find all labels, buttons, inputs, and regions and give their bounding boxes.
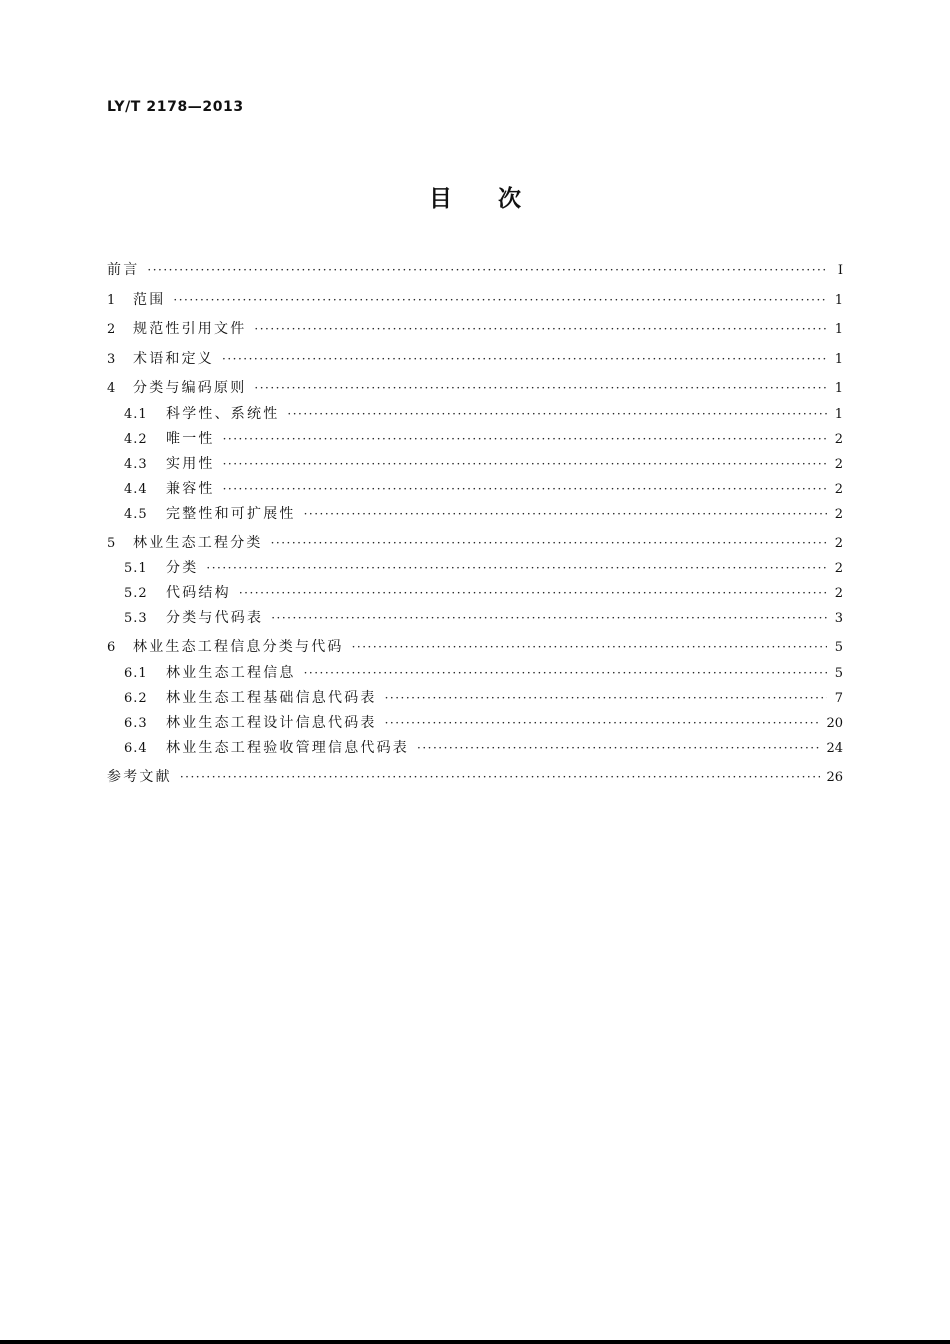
dot-leader (180, 768, 821, 786)
toc-entry-5-1[interactable] (107, 559, 843, 584)
toc-entry-number: 6.4 (124, 740, 148, 756)
toc-entry-number: 4.5 (124, 506, 148, 522)
toc-entry-2[interactable] (107, 316, 843, 346)
toc-entry-page: 1 (834, 381, 843, 396)
page-title: 目次 (429, 186, 567, 212)
toc-entry-label: 参考文献 (107, 768, 172, 785)
dot-leader (417, 739, 820, 757)
dot-leader (352, 638, 827, 656)
toc-entry-5[interactable] (107, 530, 843, 560)
toc-entry-bibliography[interactable] (107, 764, 843, 794)
toc-entry-4-5[interactable] (107, 505, 843, 530)
dot-leader (223, 430, 827, 448)
dot-leader (271, 609, 827, 627)
toc-entry-number: 3 (107, 351, 117, 367)
toc-entry-number: 4 (107, 381, 117, 396)
toc-entry-page: 7 (834, 690, 843, 706)
toc-entry-4-1[interactable] (107, 405, 843, 430)
standard-code: LY/T 2178—2013 (107, 99, 244, 115)
toc-entry-page: 5 (834, 640, 843, 655)
toc-entry-label: 分类 (166, 560, 199, 576)
toc-entry-number: 4.2 (124, 431, 148, 447)
toc-entry-4-3[interactable] (107, 455, 843, 480)
dot-leader (385, 714, 821, 732)
dot-leader (254, 379, 827, 397)
dot-leader (223, 480, 827, 498)
toc-entry-page: 2 (834, 431, 843, 447)
toc-entry-label: 林业生态工程验收管理信息代码表 (166, 739, 409, 756)
dot-leader (304, 505, 827, 523)
dot-leader (304, 664, 827, 682)
table-of-contents (107, 257, 843, 793)
toc-entry-6-1[interactable] (107, 664, 843, 689)
toc-entry-number: 4.3 (124, 456, 148, 472)
toc-entry-label: 林业生态工程信息分类与代码 (133, 639, 344, 655)
toc-entry-label: 唯一性 (166, 430, 215, 447)
dot-leader (385, 689, 827, 707)
dot-leader (271, 534, 827, 552)
dot-leader (206, 559, 827, 577)
toc-entry-page: 1 (834, 292, 843, 308)
toc-entry-label: 规范性引用文件 (133, 321, 247, 337)
dot-leader (254, 320, 827, 338)
dot-leader (239, 584, 827, 602)
toc-entry-label: 实用性 (166, 455, 215, 472)
toc-entry-6-2[interactable] (107, 689, 843, 714)
toc-entry-page: 2 (834, 535, 843, 551)
toc-entry-label: 术语和定义 (133, 350, 214, 367)
toc-entry-label: 范围 (133, 291, 166, 308)
toc-entry-number: 2 (107, 322, 117, 337)
toc-entry-label: 兼容性 (166, 480, 215, 497)
toc-entry-number: 6.2 (124, 690, 148, 706)
toc-entry-label: 林业生态工程信息 (166, 664, 296, 681)
toc-entry-number: 1 (107, 292, 117, 308)
toc-entry-label: 林业生态工程基础信息代码表 (166, 689, 377, 706)
toc-entry-6[interactable] (107, 634, 843, 664)
toc-entry-page: 2 (834, 481, 843, 497)
toc-entry-number: 5.3 (124, 611, 148, 626)
toc-entry-4[interactable] (107, 375, 843, 405)
toc-entry-page: 2 (834, 456, 843, 472)
dot-leader (223, 455, 827, 473)
toc-entry-6-4[interactable] (107, 739, 843, 764)
toc-entry-6-3[interactable] (107, 714, 843, 739)
toc-entry-label: 分类与代码表 (166, 610, 264, 626)
toc-entry-page: 1 (834, 406, 843, 422)
toc-entry-label: 前言 (107, 262, 140, 278)
toc-entry-number: 6.1 (124, 665, 148, 681)
toc-entry-page: 1 (834, 351, 843, 367)
toc-entry-number: 5 (107, 535, 117, 551)
toc-entry-label: 代码结构 (166, 585, 231, 601)
bottom-border (0, 1340, 950, 1344)
toc-entry-page: 5 (834, 665, 843, 681)
toc-entry-number: 6.3 (124, 715, 148, 731)
toc-entry-foreword[interactable] (107, 257, 843, 287)
toc-entry-label: 科学性、系统性 (166, 405, 280, 422)
dot-leader (147, 261, 827, 279)
toc-entry-5-2[interactable] (107, 584, 843, 609)
toc-entry-page: 20 (826, 715, 843, 731)
toc-entry-page: 26 (826, 769, 843, 785)
toc-entry-number: 4.1 (124, 406, 148, 422)
toc-entry-4-4[interactable] (107, 480, 843, 505)
toc-entry-page: 24 (826, 740, 843, 756)
toc-entry-3[interactable] (107, 346, 843, 376)
toc-entry-page: 1 (834, 322, 843, 337)
dot-leader (173, 291, 827, 309)
toc-entry-number: 5.2 (124, 586, 148, 601)
toc-entry-label: 林业生态工程设计信息代码表 (166, 714, 377, 731)
toc-entry-page: Ⅰ (837, 263, 843, 278)
toc-entry-page: 2 (834, 561, 843, 576)
toc-entry-number: 6 (107, 640, 117, 655)
toc-entry-page: 3 (834, 611, 843, 626)
toc-entry-4-2[interactable] (107, 430, 843, 455)
toc-entry-label: 分类与编码原则 (133, 380, 247, 396)
toc-entry-label: 完整性和可扩展性 (166, 505, 296, 522)
toc-entry-page: 2 (834, 586, 843, 601)
toc-entry-page: 2 (834, 506, 843, 522)
toc-entry-5-3[interactable] (107, 609, 843, 634)
dot-leader (287, 405, 827, 423)
toc-entry-label: 林业生态工程分类 (133, 534, 263, 551)
toc-entry-number: 5.1 (124, 561, 148, 576)
toc-entry-1[interactable] (107, 287, 843, 317)
dot-leader (222, 350, 827, 368)
toc-entry-number: 4.4 (124, 481, 148, 497)
